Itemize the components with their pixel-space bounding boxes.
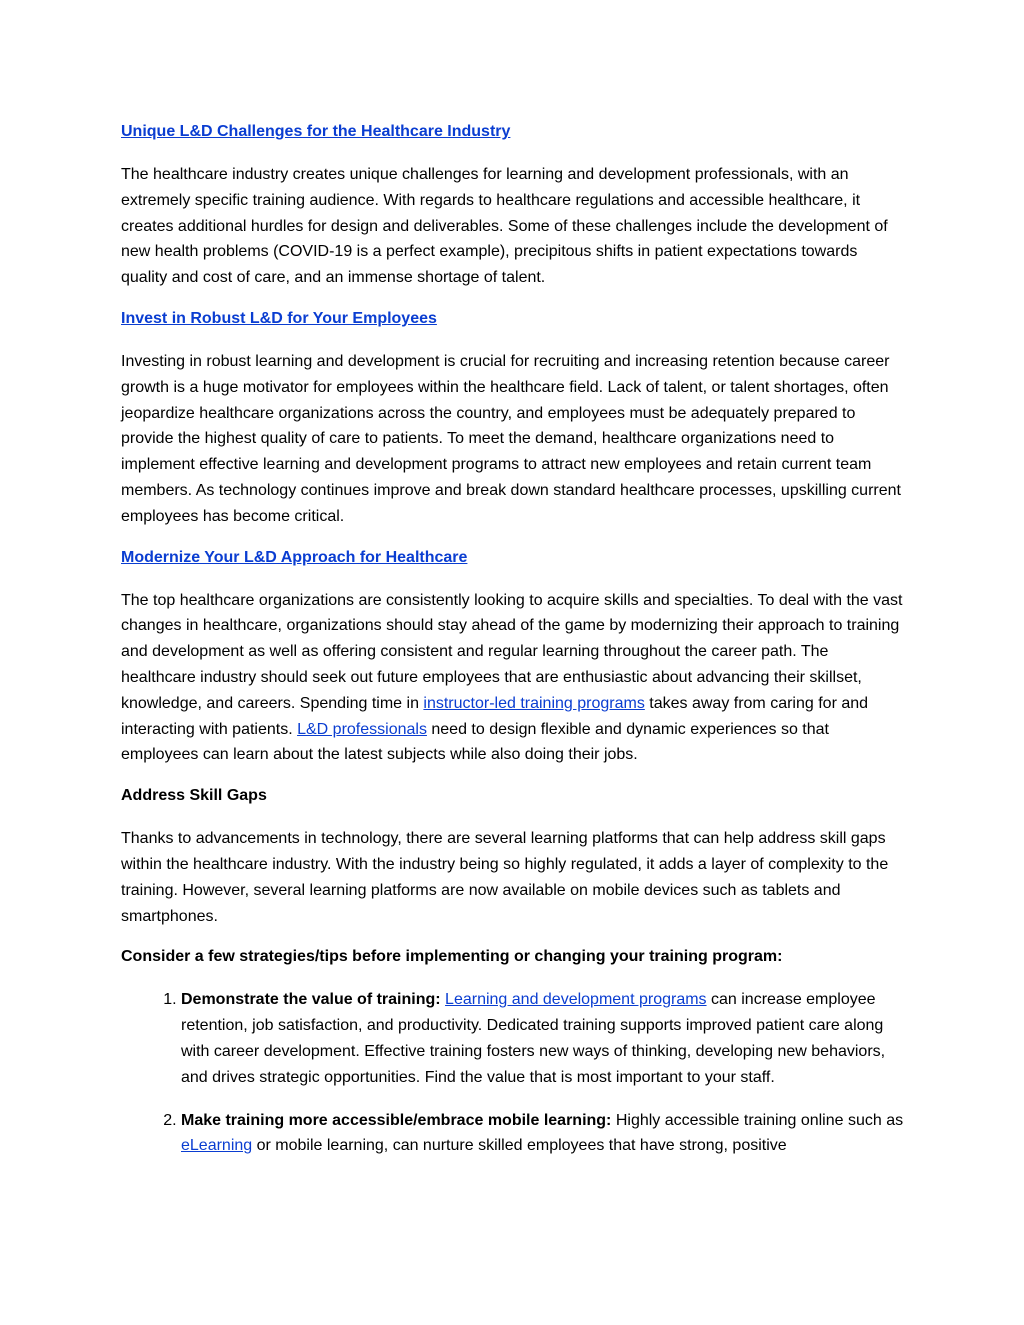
paragraph-modernize-text-a: The top healthcare organizations are consistently looking to acquire skills and specialties. To deal with the vast changes in healthcare, organizations should stay ahead of the game by modernizing their approach to training and development as well as offering consistent and regular learning throughout the career path. The healthcare industry should seek out future employees that are enthusiastic about advancing their skillset, knowledge, and careers. Spending time in — [121, 591, 903, 712]
section-heading-invest — [121, 308, 907, 330]
link-elearning[interactable]: eLearning — [181, 1137, 253, 1155]
section-heading-challenges — [121, 121, 907, 143]
paragraph-modernize — [121, 588, 907, 769]
link-instructor-led-training[interactable]: instructor-led training programs — [423, 694, 645, 712]
section-heading-strategies: Consider a few strategies/tips before implementing or changing your training program: — [121, 948, 783, 966]
section-heading-modernize — [121, 547, 907, 569]
paragraph-skill-gaps: Thanks to advancements in technology, there are several learning platforms that can help address skill gaps within the healthcare industry. With the industry being so highly regulated, it adds a layer of complexity to the training. However, several learning platforms are now available on mobile devices such as tablets and smartphones. — [121, 830, 889, 925]
list-item-text-post: or mobile learning, can nurture skilled employees that have strong, positive — [252, 1137, 787, 1155]
strategies-list — [121, 987, 907, 1159]
paragraph-modernize-text-c: need to design flexible and dynamic experiences so that employees can learn about the latest subjects while also doing their jobs. — [121, 720, 829, 764]
link-ld-professionals[interactable]: L&D professionals — [297, 720, 427, 738]
list-item-title: Make training more accessible/embrace mobile learning: — [181, 1111, 612, 1129]
list-item-text-pre: Highly accessible training online such as — [611, 1111, 904, 1129]
list-item-title: Demonstrate the value of training: — [181, 991, 441, 1009]
document-page — [121, 121, 907, 1176]
list-item — [181, 987, 907, 1090]
list-item — [181, 1108, 907, 1160]
paragraph-modernize-text-b: takes away from caring for and interacting with patients. — [121, 694, 869, 738]
heading-link-modernize[interactable]: Modernize Your L&D Approach for Healthcare — [121, 548, 468, 566]
heading-link-challenges[interactable]: Unique L&D Challenges for the Healthcare Industry — [121, 123, 511, 140]
heading-link-invest[interactable]: Invest in Robust L&D for Your Employees — [121, 309, 437, 327]
link-learning-development-programs[interactable]: Learning and development programs — [445, 991, 707, 1009]
section-heading-skill-gaps: Address Skill Gaps — [121, 787, 267, 805]
list-item-text-post: can increase employee retention, job satisfaction, and productivity. Dedicated training supports improved patient care along with career development. Effective training fosters new ways of thinking, developing new behaviors, and drives strategic opportunities. Find the value that is most important to your staff. — [181, 991, 886, 1086]
paragraph-invest: Investing in robust learning and development is crucial for recruiting and increasing retention because career growth is a huge motivator for employees within the healthcare field. Lack of talent, or talent shortages, often jeopardize healthcare organizations across the country, and employees must be adequately prepared to provide the highest quality of care to patients. To meet the demand, healthcare organizations need to implement effective learning and development programs to attract new employees and retain current team members. As technology continues improve and break down standard healthcare processes, upskilling current employees has become critical. — [121, 352, 901, 525]
paragraph-challenges: The healthcare industry creates unique challenges for learning and development professionals, with an extremely specific training audience. With regards to healthcare regulations and accessible healthcare, it creates additional hurdles for design and deliverables. Some of these challenges include the development of new health problems (COVID-19 is a perfect example), precipitous shifts in patient expectations towards quality and cost of care, and an immense shortage of talent. — [121, 166, 888, 287]
